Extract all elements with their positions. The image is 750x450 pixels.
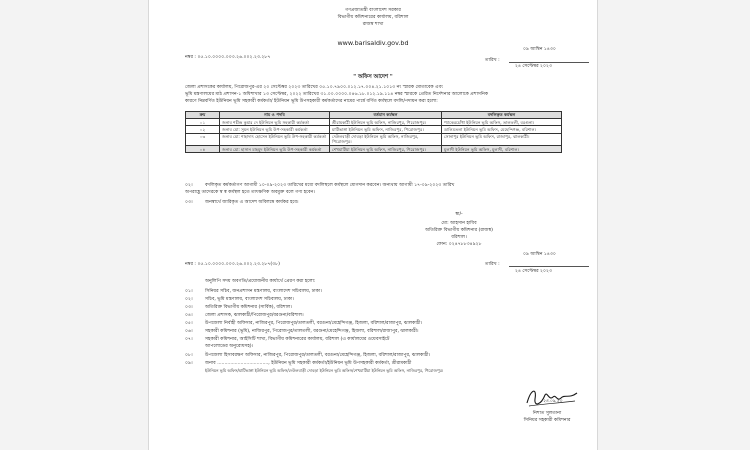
copy-memo-number: নম্বর : ০৫.১০.০০০০.০০৩.২৬.০০২.২৩.২৮৭(৩৮) xyxy=(185,262,280,267)
cell-name: জনাব শচীন্দ্র কুমার দে ইউনিয়ন ভূমি সহকারী কর্মকর্তা xyxy=(220,119,330,126)
copy-number: ০৫। xyxy=(185,321,193,326)
table-header-row xyxy=(186,112,562,119)
transfer-table xyxy=(185,111,562,153)
cell-new-post: সোনাপুর ইউনিয়ন ভূমি অফিস, রাজাপুর, ঝালকাঠী। xyxy=(442,133,562,146)
cell-name: জনাব মো: সুমন ইউনিয়ন ভূমি উপ-সহকারী কর্মকর্তা xyxy=(220,126,330,133)
cell-serial: ০১ xyxy=(186,119,220,126)
cell-new-post: মুলাদী ইউনিয়ন ভূমি অফিস, মুলাদী, বরিশাল। xyxy=(442,146,562,153)
signatory-name: মো: আহসান হাবিব xyxy=(441,221,477,226)
point-text: জনস্বার্থে জারিকৃত এ আদেশ অবিলম্বে কার্যকর হবে। xyxy=(205,200,299,205)
copy-recipient: জেলা প্রশাসক, ঝালকাঠী/পিরোজপুর/বরগুনা/বরিশাল। xyxy=(205,313,304,318)
point-number: ০৩। xyxy=(185,200,193,205)
copy-memo-date-english: ২৪ সেপ্টেম্বর ২০২৩ xyxy=(515,269,552,274)
copy-number: ০৮। xyxy=(185,353,193,358)
point-number: ০২। xyxy=(185,183,193,188)
table-row xyxy=(186,119,562,126)
order-title: " অফিস আদেশ " xyxy=(353,74,393,80)
intro-line-2: ভূমি মন্ত্রণালয়ের মাঠ প্রশাসন-১ অধিশাখার ১৩ সেপ্টেম্বর, ২০২২ তারিখের ৩১.০০.০০০০.০৪৬.১৮.০১২.১৯.১১৪ নম্বর স্মারকে প্রেরিত নির্দেশনার আলোকে প্রশাসনিক xyxy=(185,92,489,97)
copy-recipient: অতিরিক্ত বিভাগীয় কমিশনার (সার্বিক), বরিশাল। xyxy=(205,305,292,310)
copy-recipient: সহকারী কমিশনার (ভূমি), নাজিরপুর, পিরোজপুর/তালতলী, বরগুনা/মেহেন্দিগঞ্জ, হিজলা, বরিশাল/রাজাপুর, ঝালকাঠী। xyxy=(205,329,419,334)
copy-memo-date-label: তারিখ : xyxy=(485,262,500,267)
column-header-current-post: বর্তমান কর্মস্থল xyxy=(330,112,442,119)
header-government: গণপ্রজাতন্ত্রী বাংলাদেশ সরকার xyxy=(345,8,401,13)
cell-current-post: শেখমাটিয়া ইউনিয়ন ভূমি অফিস, নাজিরপুর, পিরোজপুর। xyxy=(330,146,442,153)
table-row xyxy=(186,126,562,133)
date-divider xyxy=(509,62,589,63)
copy-recipient: সিনিয়র সচিব, জনপ্রশাসন মন্ত্রণালয়, বাংলাদেশ সচিবালয়, ঢাকা। xyxy=(205,289,322,294)
column-header-serial: ক্রম xyxy=(186,112,220,119)
copy-signatory-designation: সিনিয়র সহকারী কমিশনার xyxy=(523,418,571,423)
copy-number: ০৬। xyxy=(185,329,193,334)
copy-recipient: সহকারী কমিশনার, আইসিটি শাখা, বিভাগীয় কমিশনারের কার্যালয়, বরিশাল (এ কার্যালয়ের ওয়েবসাইটে xyxy=(205,337,390,342)
copy-number: ০৯। xyxy=(185,361,193,366)
signature-mark: স্বা/- xyxy=(455,212,463,217)
cell-new-post: প্যাকেরচোঁধা ইউনিয়ন ভূমি অফিস, তালতলী, বরগুনা। xyxy=(442,119,562,126)
cell-new-post: ডালিমতলা ইউনিয়ন ভূমি অফিস, মেহেন্দিগঞ্জ, বরিশাল। xyxy=(442,126,562,133)
cell-current-post: দেউলবাড়ী দোবড়া ইউনিয়ন ভূমি অফিস, নাজিরপুর, পিরোজপুর। xyxy=(330,133,442,146)
point-text: অপরাহ্ণে তাদেরকে স্ব স্ব কর্মস্থল হতে তাৎক্ষণিক অবমুক্ত বলে গণ্য হবেন। xyxy=(185,190,315,195)
header-section: রাজস্ব শাখা xyxy=(362,22,384,27)
copy-number: ০৭। xyxy=(185,337,193,342)
memo-date-label: তারিখ : xyxy=(485,58,500,63)
copy-recipient: জনাব ..................................., ইউনিয়ন ভূমি সহকারী কর্মকর্তা/ইউনিয়ন ভূমি উপসহকারী কর্মকর্তা, শ্রীরামকাঠী xyxy=(205,361,412,366)
cell-serial: ০২ xyxy=(186,126,220,133)
cell-name: জনাব মো: হাসান মাহমুদ ইউনিয়ন ভূমি উপ-সহকারী কর্মকর্তা xyxy=(220,146,330,153)
table-row xyxy=(186,146,562,153)
intro-line-1: জেলা প্রশাসকের কার্যালয়, পিরোজপুর-এর ২০ সেপ্টেম্বর ২০২৩ তারিখের ০৫.১০.৭৯০০.০১২.১৭.০০৪.২১.১০১৩ নং স্মারক মোতাবেক এবং xyxy=(185,85,444,90)
memo-date-english: ২৪ সেপ্টেম্বর ২০২৩ xyxy=(515,64,552,69)
copy-recipient: উপজেলা হিসাবরক্ষণ অফিসার, নাজিরপুর, পিরোজপুর/তালতলী, বরগুনা/মেহেন্দিগঞ্জ, হিজলা, বরিশাল/রাজাপুর, ঝালকাঠী। xyxy=(205,353,431,358)
column-header-name: নাম ও পদবি xyxy=(220,112,330,119)
cell-current-post: মাটিভাঙ্গা ইউনিয়ন ভূমি অফিস, নাজিরপুর, পিরোজপুর। xyxy=(330,126,442,133)
point-text: বদলিকৃত কর্মকর্তাগণ আগামী ১০-০৯-২০২৩ তারিখের মধ্যে বদলিস্থলে কর্মস্থলে যোগদান করবেন। অন্যথায় আগামী ১৭-০৯-২০২৩ তারিখ xyxy=(205,183,455,188)
document-page xyxy=(149,0,597,450)
intro-line-3: কারণে নিম্নবর্ণিত ইউনিয়ন ভূমি সহকারী কর্মকর্তা/ ইউনিয়ন ভূমি উপসহকারী কর্মকর্তাদের নামের পার্শ্বে বর্ণিত কর্মস্থলে বদলি/পদায়ন করা হলো: xyxy=(185,99,438,104)
copy-recipient: আপলোডের অনুরোধসহ)। xyxy=(205,344,254,349)
cell-serial: ০৪ xyxy=(186,146,220,153)
memo-date-bangla: ০৯ আশ্বিন ১৪৩০ xyxy=(523,47,556,52)
table-row xyxy=(186,133,562,146)
cell-serial: ০৩ xyxy=(186,133,220,146)
copy-heading: অনুলিপি সদয় অবগতি/প্রয়োজনীয় কার্যার্থে প্রেরণ করা হলো: xyxy=(205,279,316,284)
signature-date: ২৪.০৯.২৩ xyxy=(543,398,562,403)
header-office: বিভাগীয় কমিশনারের কার্যালয়, বরিশাল xyxy=(337,15,409,20)
copy-number: ০১। xyxy=(185,289,193,294)
copy-recipient: ইউনিয়ন ভূমি অফিস/মাটিভাঙ্গা ইউনিয়ন ভূমি অফিস/দেউলবাড়ী দোবড়া ইউনিয়ন ভূমি অফিস/শেখমাটিয়া ইউনিয়ন ভূমি অফিস, নাজিরপুর, পিরোজপুর। xyxy=(205,368,444,373)
signatory-designation: অতিরিক্ত বিভাগীয় কমিশনার (রাজস্ব) xyxy=(425,228,493,233)
date-divider xyxy=(509,266,589,267)
header-website-link[interactable]: www.barisaldiv.gov.bd xyxy=(337,39,409,47)
copy-number: ০৩। xyxy=(185,305,193,310)
cell-name: জনাব মো: শাহাদাৎ হোসেন ইউনিয়ন ভূমি উপ-সহকারী কর্মকর্তা xyxy=(220,133,330,146)
copy-recipient: সচিব, ভূমি মন্ত্রণালয়, বাংলাদেশ সচিবালয়, ঢাকা। xyxy=(205,297,294,302)
cell-current-post: শ্রীরামকাঠী ইউনিয়ন ভূমি অফিস, নাজিরপুর, পিরোজপুর। xyxy=(330,119,442,126)
signatory-place: বরিশাল। xyxy=(451,235,467,240)
left-margin-panel xyxy=(0,0,149,450)
copy-signatory-name: নিশাত সুলতানা xyxy=(532,411,562,416)
signatory-phone: ফোন: ০২৪৭৮৮৩৪৯২৮ xyxy=(436,242,482,247)
copy-number: ০৪। xyxy=(185,313,193,318)
copy-recipient: উপজেলা নির্বাহী অফিসার, নাজিরপুর, পিরোজপুর/তালতলী, বরগুনা/মেহেন্দিগঞ্জ, হিজলা, বরিশাল/রাজাপুর, ঝালকাঠী। xyxy=(205,321,423,326)
copy-memo-date-bangla: ০৯ আশ্বিন ১৪৩০ xyxy=(523,252,556,257)
column-header-new-post: বদলিকৃত কর্মস্থল xyxy=(442,112,562,119)
memo-number: নম্বর : ০৫.১০.০০০০.০০৩.২৬.০০২.২৩.২৮৭ xyxy=(185,55,271,60)
copy-number: ০২। xyxy=(185,297,193,302)
right-margin-panel xyxy=(597,0,750,450)
